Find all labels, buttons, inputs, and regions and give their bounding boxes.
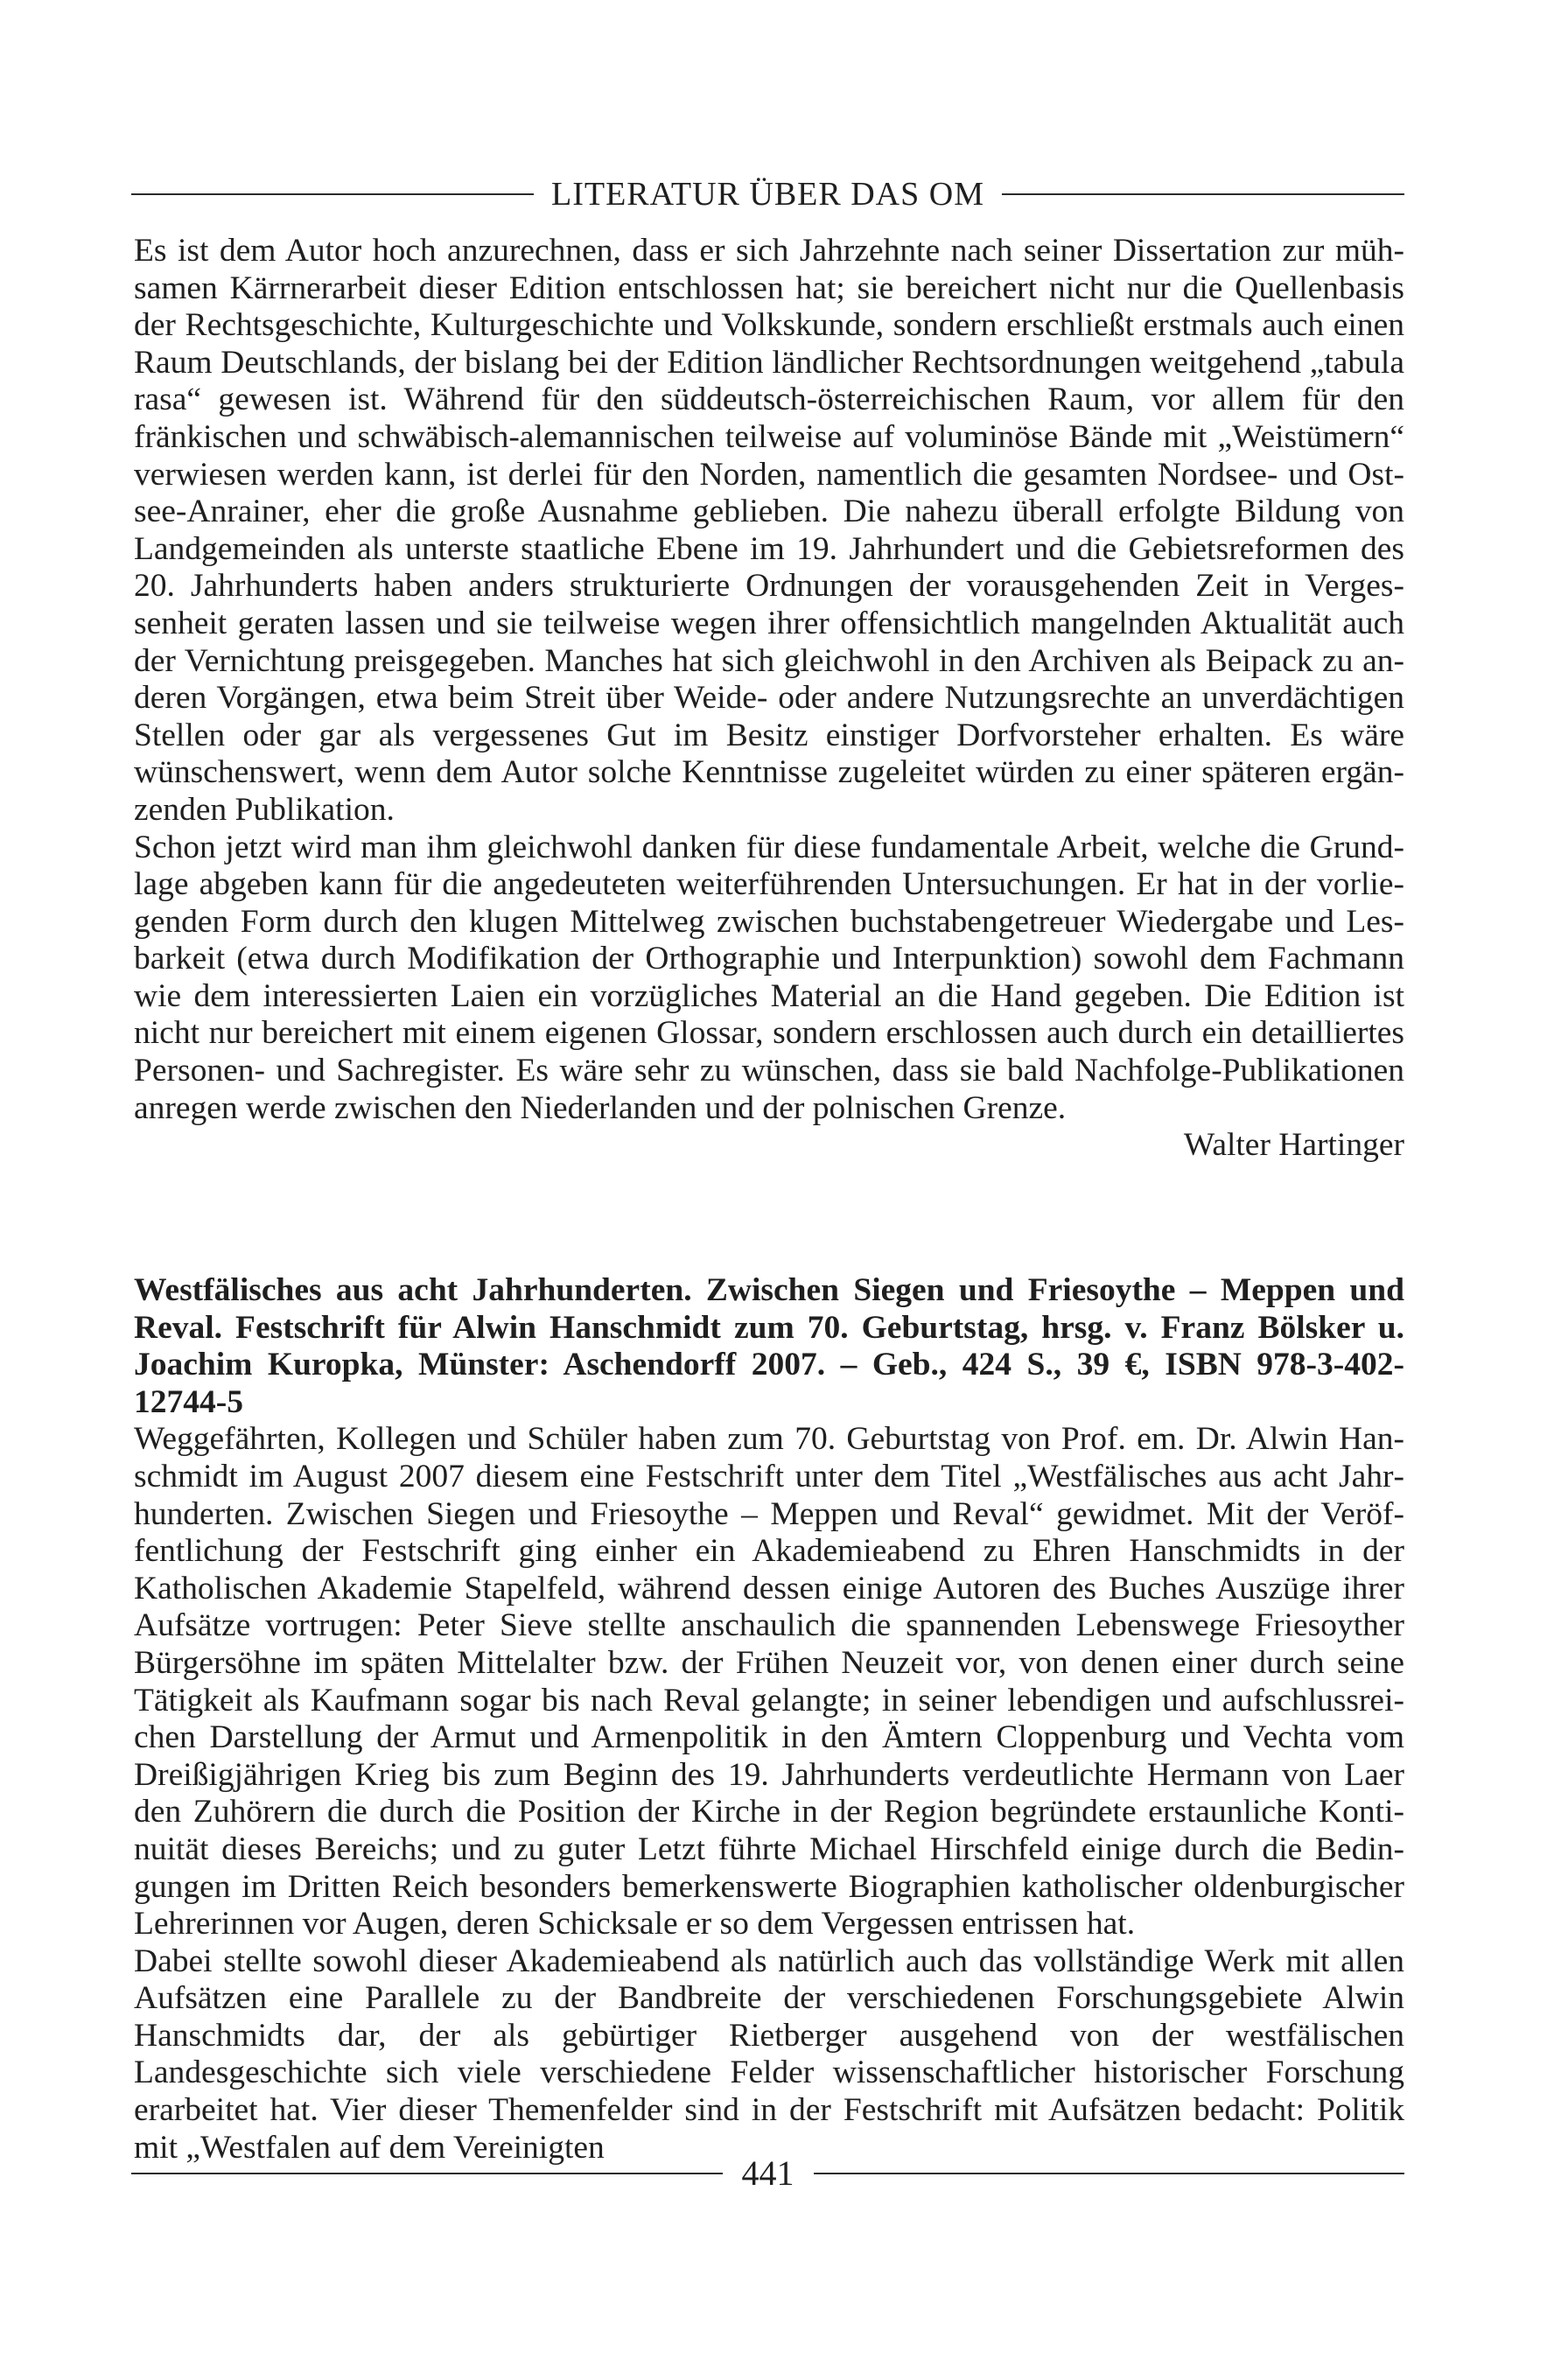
review2-paragraph-1: Weggefährten, Kollegen und Schüler haben zum 70. Geburtstag von Prof. em. Dr. Alwin Hanschmidt im August 2007 diesem eine Festschrift unter dem Titel „Westfälisches aus acht Jahrhunderten. Zwischen Siegen und Friesoythe – Meppen und Reval“ gewidmet. Mit der Veröffentlichung der Festschrift ging einher ein Akademieabend zu Ehren Hanschmidts in der Katholischen Akademie Stapelfeld, während dessen einige Autoren des Buches Auszüge ihrer Aufsätze vortrugen: Peter Sieve stellte anschaulich die spannenden Lebenswege Friesoyther Bürgersöhne im späten Mittelalter bzw. der Frühen Neuzeit vor, von denen einer durch seine Tätigkeit als Kaufmann sogar bis nach Reval gelangte; in seiner lebendigen und aufschlussreichen Darstellung der Armut und Armenpolitik in den Ämtern Cloppenburg und Vechta vom Dreißigjährigen Krieg bis zum Beginn des 19. Jahrhunderts verdeutlichte Hermann von Laer den Zuhörern die durch die Position der Kirche in der Region begründete erstaunliche Kontinuität dieses Bereichs; und zu guter Letzt führte Michael Hirschfeld einige durch die Bedingungen im Dritten Reich besonders bemerkenswerte Biographien katholischer oldenburgischer Lehrerinnen vor Augen, deren Schicksale er so dem Vergessen entrissen hat. bbox=[134, 1421, 1404, 1942]
review1-paragraph-1: Es ist dem Autor hoch anzurechnen, dass er sich Jahrzehnte nach seiner Dissertation zur mühsamen Kärrnerarbeit dieser Edition entschlossen hat; sie bereichert nicht nur die Quellenbasis der Rechtsgeschichte, Kulturgeschichte und Volkskunde, sondern erschließt erstmals auch einen Raum Deutschlands, der bislang bei der Edition ländlicher Rechtsordnungen weitgehend „tabula rasa“ gewesen ist. Während für den süddeutsch-österreichischen Raum, vor allem für den fränkischen und schwäbisch-alemannischen teilweise auf voluminöse Bände mit „Weistümern“ verwiesen werden kann, ist derlei für den Norden, namentlich die gesamten Nordsee- und Ostsee-Anrainer, eher die große Ausnahme geblieben. Die nahezu überall erfolgte Bildung von Landgemeinden als unterste staatliche Ebene im 19. Jahrhundert und die Gebietsreformen des 20. Jahrhunderts haben anders strukturierte Ordnungen der vorausgehenden Zeit in Vergessenheit geraten lassen und sie teilweise wegen ihrer offensichtlich mangelnden Aktualität auch der Vernichtung preisgegeben. Manches hat sich gleichwohl in den Archiven als Beipack zu anderen Vorgängen, etwa beim Streit über Weide- oder andere Nutzungsrechte an unverdächtigen Stellen oder gar als vergessenes Gut im Besitz einstiger Dorfvorsteher erhalten. Es wäre wünschenswert, wenn dem Autor solche Kenntnisse zugeleitet würden zu einer späteren ergänzenden Publikation. bbox=[134, 233, 1404, 828]
review2-paragraph-2: Dabei stellte sowohl dieser Akademieabend als natürlich auch das vollständige Werk mit allen Aufsätzen eine Parallele zu der Bandbreite der verschiedenen Forschungsgebiete Alwin Hanschmidts dar, der als gebürtiger Rietberger ausgehend von der westfälischen Landesgeschichte sich viele verschiedene Felder wissenschaftlicher historischer Forschung erarbeitet hat. Vier dieser Themenfelder sind in der Festschrift mit Aufsätzen bedacht: Politik mit „Westfalen auf dem Vereinigten bbox=[134, 1942, 1404, 2166]
page-footer bbox=[131, 2152, 1404, 2194]
review1-paragraph-2: Schon jetzt wird man ihm gleichwohl danken für diese fundamentale Arbeit, welche die Grundlage abgeben kann für die angedeuteten weiterführenden Untersuchungen. Er hat in der vorliegenden Form durch den klugen Mittelweg zwischen buchstabengetreuer Wiedergabe und Lesbarkeit (etwa durch Modifikation der Orthographie und Interpunktion) sowohl dem Fachmann wie dem interessierten Laien ein vorzügliches Material an die Hand gegeben. Die Edition ist nicht nur bereichert mit einem eigenen Glossar, sondern erschlossen auch durch ein detailliertes Personen- und Sachregister. Es wäre sehr zu wünschen, dass sie bald Nachfolge-Publikationen anregen werde zwischen den Niederlanden und der polnischen Grenze. bbox=[134, 829, 1404, 1126]
review-hartinger bbox=[134, 233, 1404, 1165]
footer-rule-left bbox=[131, 2173, 723, 2174]
review1-author-signature: Walter Hartinger bbox=[1183, 1127, 1404, 1164]
header-rule-left bbox=[131, 193, 534, 195]
running-header bbox=[131, 175, 1404, 214]
page-number: 441 bbox=[741, 2153, 794, 2193]
footer-rule-right bbox=[814, 2173, 1405, 2174]
header-rule-right bbox=[1002, 193, 1404, 195]
review2-citation: Westfälisches aus acht Jahrhunderten. Zwischen Siegen und Friesoythe – Meppen und Reval. Festschrift für Alwin Hanschmidt zum 70. Geburtstag, hrsg. v. Franz Bölsker u. Joachim Kuropka, Münster: Aschendorff 2007. – Geb., 424 S., 39 €, ISBN 978-3-402-12744-5 bbox=[134, 1272, 1404, 1420]
review-festschrift-hanschmidt bbox=[134, 1272, 1404, 2166]
running-title: LITERATUR ÜBER DAS OM bbox=[551, 176, 984, 213]
